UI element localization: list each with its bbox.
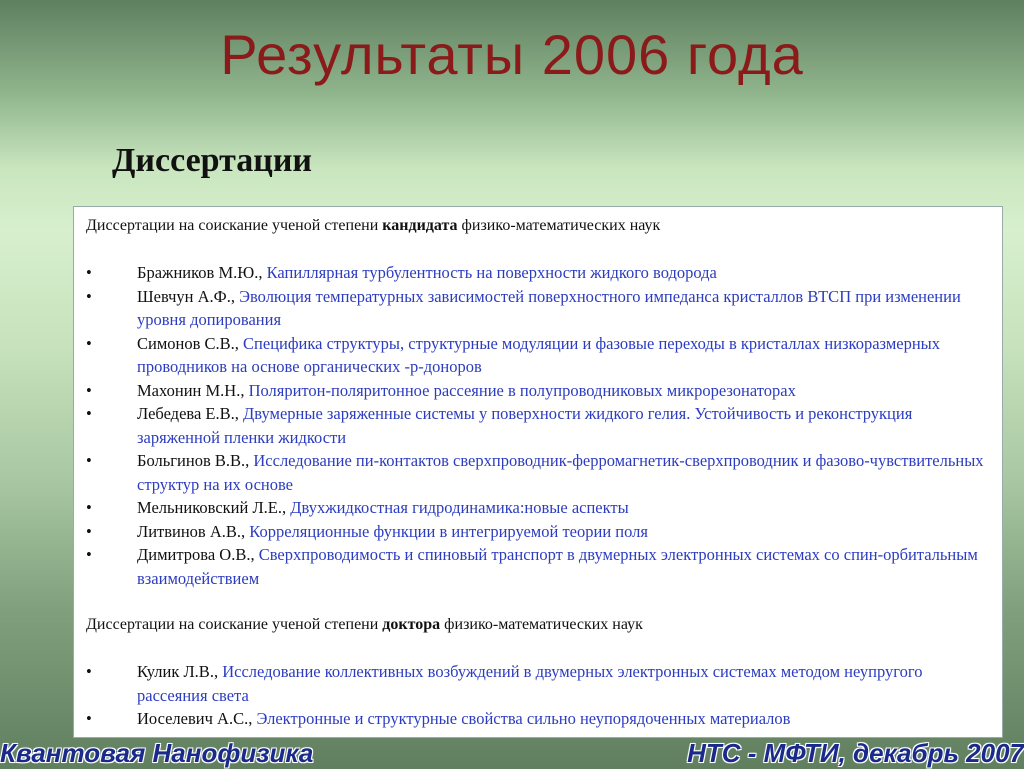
- doctor-degree: доктора: [382, 616, 441, 633]
- bullet: •: [86, 380, 92, 400]
- bullet: •: [86, 333, 92, 353]
- author: Мельниковский Л.Е.,: [137, 498, 291, 517]
- dissertation-topic: Капиллярная турбулентность на поверхности жидкого водорода: [266, 263, 717, 282]
- list-item: [86, 543, 988, 590]
- dissertation-topic: Специфика структуры, структурные модуляции и фазовые переходы в кристаллах низкоразмерных проводников на основе органических -р-доноров: [137, 333, 941, 376]
- author: Симонов С.В.,: [137, 333, 244, 353]
- author: Кулик Л.В.,: [137, 662, 223, 681]
- section-subtitle: Диссертации: [112, 142, 313, 179]
- list-item: [86, 402, 988, 449]
- bullet: •: [86, 286, 92, 306]
- dissertation-topic: Сверхпроводимость и спиновый транспорт в двумерных электронных системах со спин-орбитальным взаимодействием: [137, 545, 978, 588]
- list-item: [86, 660, 988, 707]
- candidate-heading-suffix: физико-математических наук: [457, 217, 661, 234]
- dissertation-topic: Двухжидкостная гидродинамика:новые аспекты: [290, 498, 629, 517]
- bullet: •: [86, 263, 92, 282]
- author: Литвинов А.В.,: [137, 521, 250, 541]
- list-item: [86, 285, 988, 332]
- bullet: •: [86, 521, 92, 541]
- doctor-heading-suffix: физико-математических наук: [440, 616, 643, 633]
- list-item: [86, 261, 988, 285]
- doctor-list: [86, 660, 988, 731]
- dissertation-topic: Электронные и структурные свойства сильно неупорядоченных материалов: [256, 709, 791, 728]
- list-item: [86, 496, 988, 520]
- list-item: [86, 520, 988, 544]
- footer-right-label: НТС - МФТИ, декабрь 2007: [687, 738, 1024, 768]
- author: Иоселевич А.С.,: [137, 709, 257, 728]
- dissertation-topic: Эволюция температурных зависимостей поверхностного импеданса кристаллов ВТСП при изменении уровня допирования: [137, 286, 961, 329]
- author: Махонин М.Н.,: [137, 380, 249, 400]
- bullet: •: [86, 404, 92, 423]
- slide-title: Результаты 2006 года: [220, 23, 804, 86]
- bullet: •: [86, 662, 92, 681]
- candidate-heading-prefix: Диссертации на соискание ученой степени: [86, 217, 383, 234]
- bullet: •: [86, 545, 92, 564]
- bullet: •: [86, 498, 92, 517]
- candidate-heading: [86, 215, 988, 237]
- list-item: [86, 449, 988, 496]
- author: Больгинов В.В.,: [137, 451, 254, 470]
- dissertation-topic: Двумерные заряженные системы у поверхности жидкого гелия. Устойчивость и реконструкция заряженной пленки жидкости: [137, 404, 913, 447]
- candidate-list: [86, 261, 988, 590]
- list-item: [86, 332, 988, 379]
- dissertation-topic: Поляритон-поляритонное рассеяние в полупроводниковых микрорезонаторах: [248, 380, 796, 400]
- footer-left-label: Квантовая Нанофизика: [0, 738, 314, 768]
- bullet: •: [86, 451, 92, 470]
- doctor-heading: [86, 614, 988, 636]
- dissertation-topic: Корреляционные функции в интегрируемой теории поля: [249, 521, 648, 541]
- list-item: [86, 379, 988, 403]
- author: Лебедева Е.В.,: [137, 404, 244, 423]
- author: Бражников М.Ю.,: [137, 263, 267, 282]
- doctor-heading-prefix: Диссертации на соискание ученой степени: [86, 616, 383, 633]
- dissertations-panel: [73, 206, 1003, 738]
- author: Димитрова О.В.,: [137, 545, 259, 564]
- candidate-degree: кандидата: [382, 217, 458, 234]
- author: Шевчун А.Ф.,: [137, 286, 240, 306]
- dissertation-topic: Исследование пи-контактов сверхпроводник-ферромагнетик-сверхпроводник и фазово-чувствительных структур на их основе: [137, 451, 984, 494]
- dissertation-topic: Исследование коллективных возбуждений в двумерных электронных системах методом неупругого рассеяния света: [137, 662, 923, 705]
- bullet: •: [86, 709, 92, 728]
- list-item: [86, 707, 988, 731]
